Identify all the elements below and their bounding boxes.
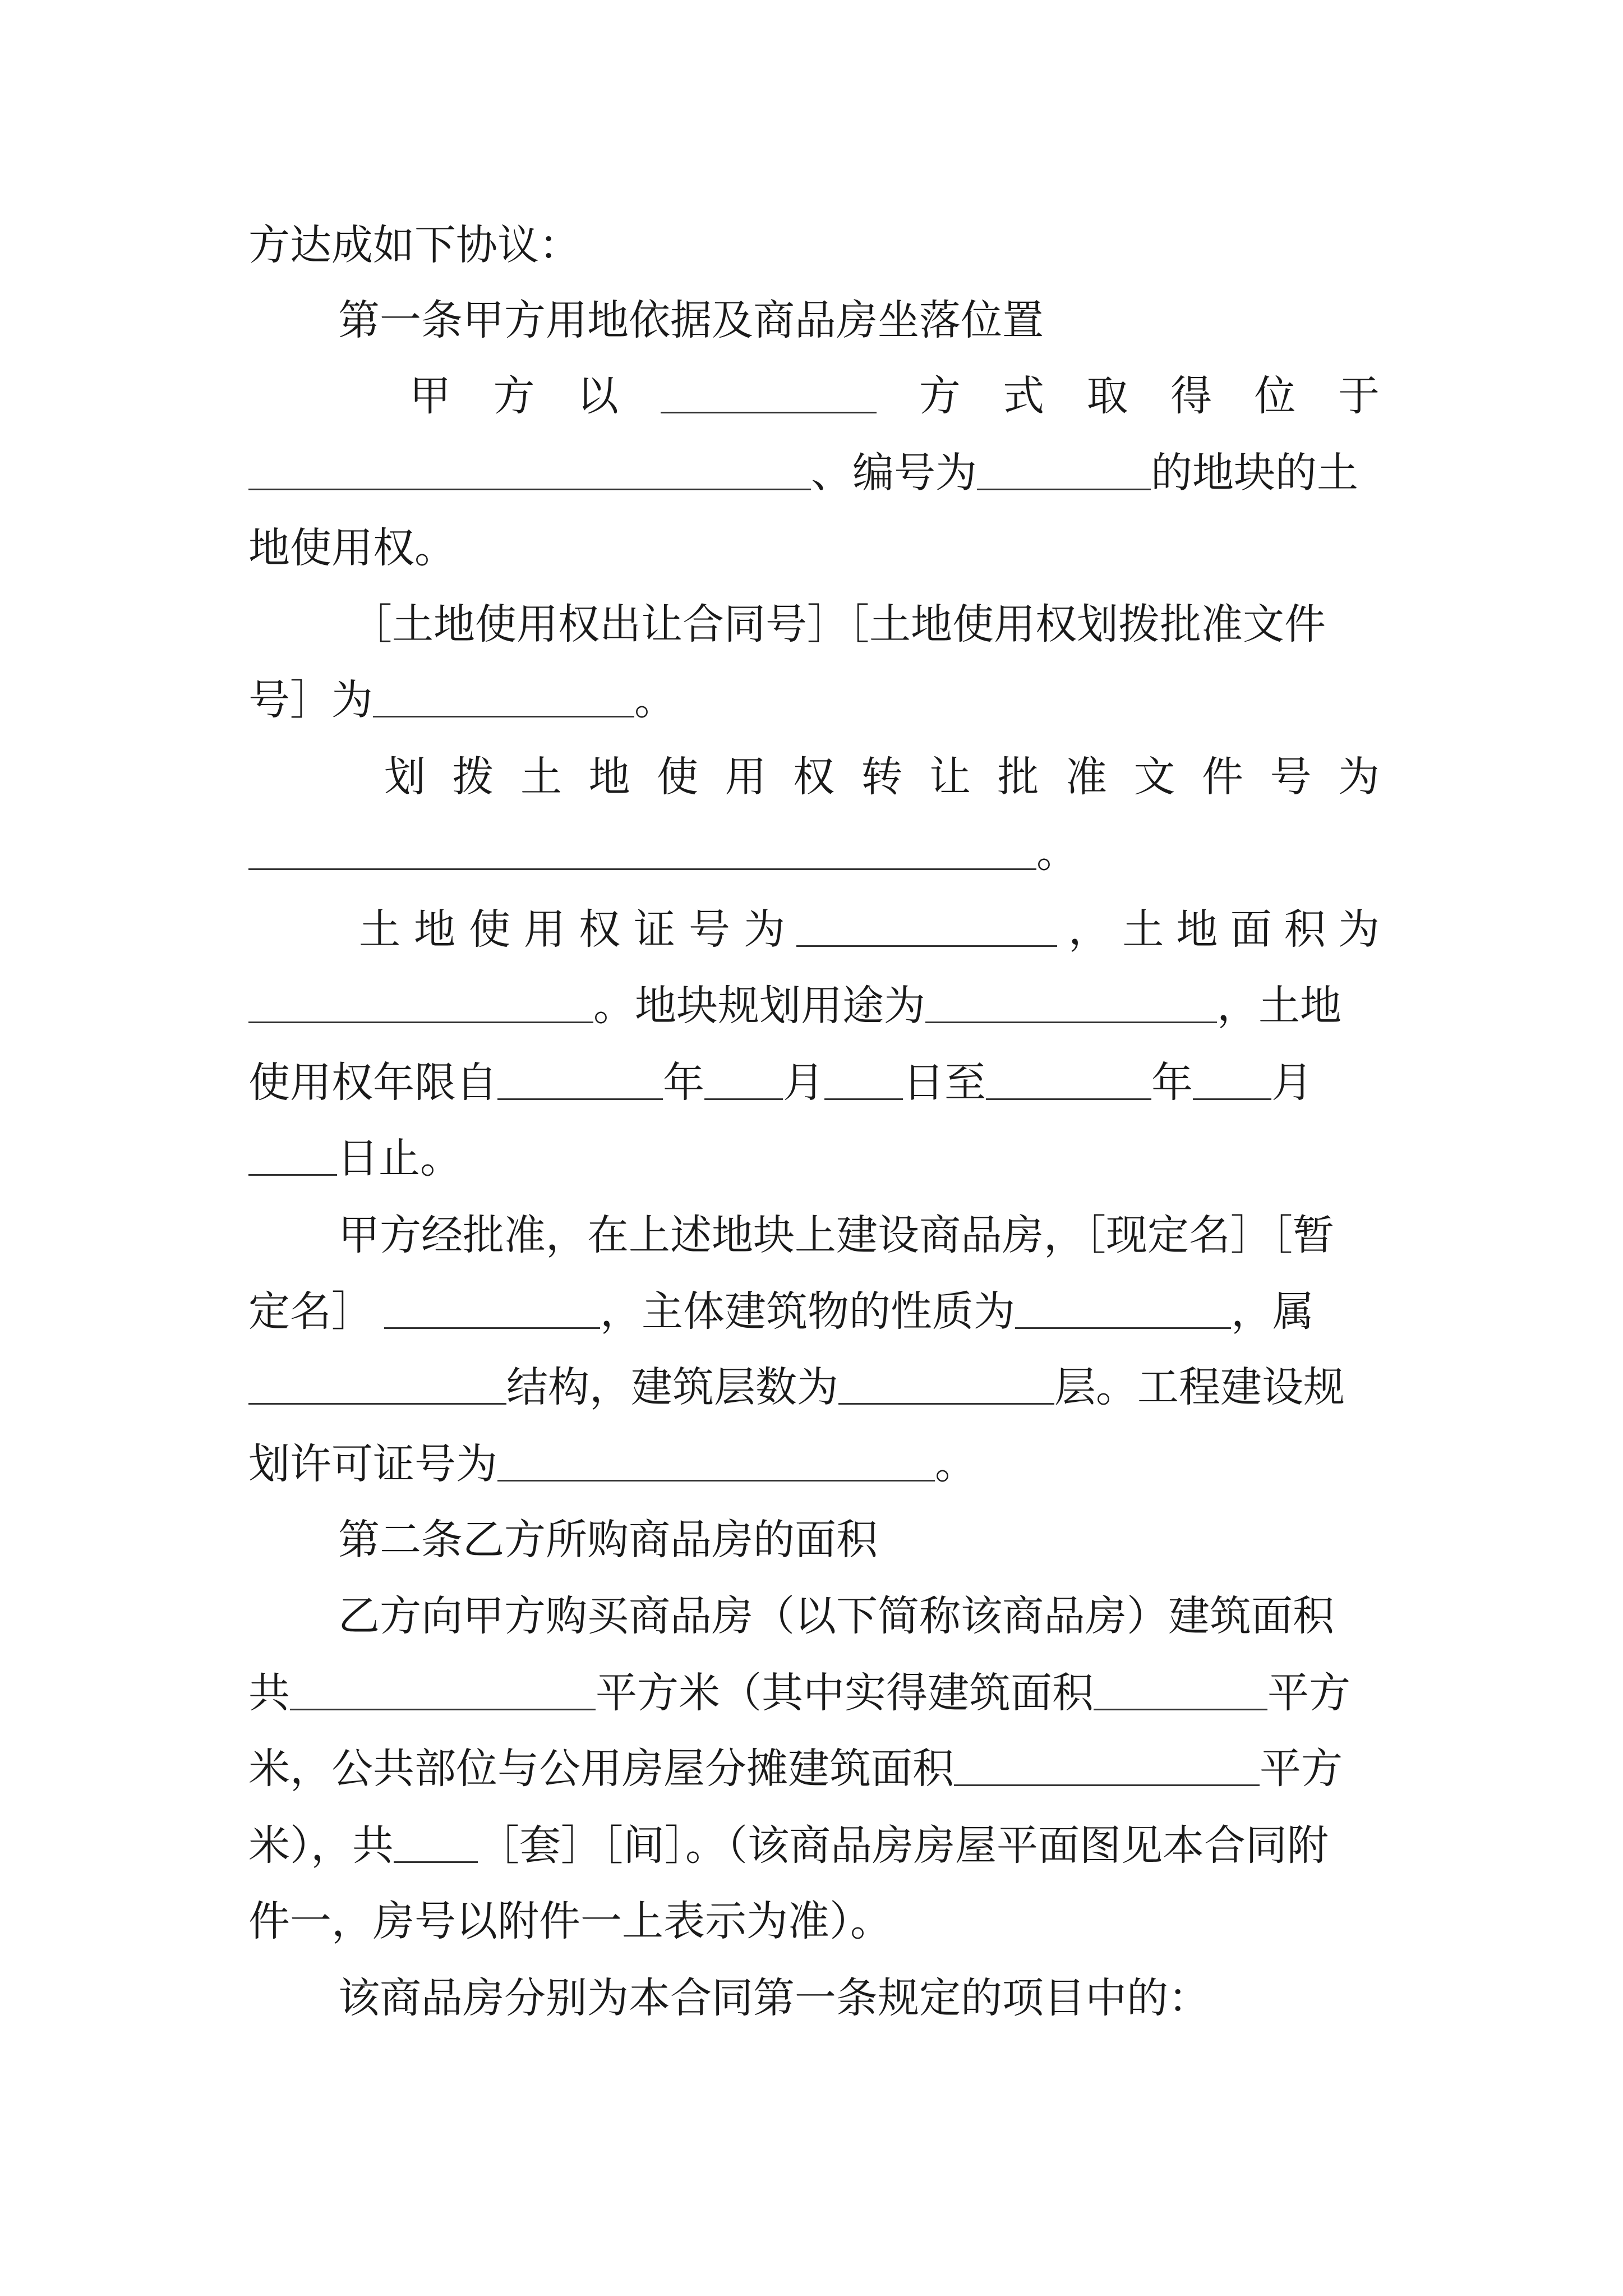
fill-blank[interactable] <box>838 1370 1054 1405</box>
paragraph-line <box>248 1436 1380 1492</box>
paragraph-line <box>248 825 1380 881</box>
fill-blank[interactable] <box>248 1142 337 1176</box>
char: 地 <box>1176 905 1218 954</box>
char: 号 <box>1270 753 1312 801</box>
fill-blank[interactable] <box>661 379 877 413</box>
char: 土 <box>359 905 400 954</box>
char: 转 <box>861 753 903 801</box>
fill-blank[interactable] <box>704 1066 783 1100</box>
text: 、编号为 <box>811 449 977 497</box>
text: 月 <box>1271 1059 1313 1107</box>
char: 文 <box>1133 753 1175 801</box>
text: 。地块规划用途为 <box>593 982 925 1030</box>
article-heading <box>338 292 1380 348</box>
char: 使 <box>469 905 510 954</box>
char: 权 <box>579 905 620 954</box>
text: 第一条甲方用地依据及商品房坐落位置 <box>338 296 1044 344</box>
fill-blank[interactable] <box>384 1295 600 1329</box>
fill-blank[interactable] <box>824 1066 903 1100</box>
fill-blank[interactable] <box>977 456 1151 490</box>
fill-blank[interactable] <box>248 1370 506 1405</box>
char: 土 <box>520 753 562 801</box>
char: 为 <box>1338 905 1380 954</box>
text: 层。工程建设规 <box>1054 1363 1345 1411</box>
fill-blank[interactable] <box>248 989 593 1023</box>
char: 号 <box>689 905 730 954</box>
char: 以 <box>577 372 619 420</box>
char: 件 <box>1202 753 1243 801</box>
paragraph-line <box>409 368 1380 424</box>
char: 批 <box>997 753 1039 801</box>
paragraph-line <box>248 1741 1380 1797</box>
text: 。 <box>1036 829 1078 877</box>
char: 式 <box>1003 372 1045 420</box>
text: 的地块的土 <box>1151 449 1358 497</box>
paragraph-line <box>248 1130 1380 1186</box>
char: 权 <box>793 753 834 801</box>
fill-blank[interactable] <box>497 1447 935 1481</box>
article-heading <box>338 1512 1380 1568</box>
char: 证 <box>634 905 675 954</box>
text: 方达成如下协议： <box>248 221 580 269</box>
text: 第二条乙方所购商品房的面积 <box>338 1516 878 1564</box>
text: 年 <box>1151 1059 1193 1107</box>
text: ，主体建筑物的性质为 <box>600 1287 1015 1336</box>
fill-blank[interactable] <box>373 683 634 717</box>
char: 为 <box>1338 753 1380 801</box>
paragraph-line <box>248 1893 1380 1949</box>
paragraph-line <box>248 1818 1380 1874</box>
paragraph-line <box>248 1055 1380 1111</box>
text: 。 <box>634 676 676 724</box>
text: ，土地 <box>1217 982 1341 1030</box>
char: ， <box>1068 905 1110 954</box>
text: 日至 <box>903 1059 986 1107</box>
paragraph-line <box>248 217 1380 273</box>
paragraph-line <box>248 520 1380 576</box>
paragraph-line <box>338 1207 1380 1263</box>
text: 使用权年限自 <box>248 1059 497 1107</box>
paragraph-line <box>338 1970 1380 2026</box>
text: 结构，建筑层数为 <box>506 1363 838 1411</box>
text: 甲方经批准，在上述地块上建设商品房，［现定名］［暂 <box>338 1211 1334 1259</box>
char: 方 <box>919 372 961 420</box>
fill-blank[interactable] <box>290 1676 596 1710</box>
char: 积 <box>1284 905 1326 954</box>
fill-blank[interactable] <box>497 1066 663 1100</box>
paragraph-line <box>248 672 1380 728</box>
paragraph-line <box>384 749 1380 805</box>
paragraph-line <box>248 1665 1380 1721</box>
char: 使 <box>657 753 698 801</box>
text: 。 <box>935 1440 976 1488</box>
text: 平方 <box>1260 1745 1343 1793</box>
char: 用 <box>524 905 565 954</box>
text: 共 <box>248 1669 290 1717</box>
paragraph-line <box>248 1283 1380 1340</box>
text: 平方 <box>1267 1669 1350 1717</box>
text: 月 <box>783 1059 824 1107</box>
char: 拨 <box>452 753 494 801</box>
text: 米），共 <box>248 1821 394 1870</box>
text: 年 <box>663 1059 704 1107</box>
paragraph-line <box>248 1359 1380 1415</box>
text: 件一，房号以附件一上表示为准）。 <box>248 1897 892 1945</box>
fill-blank[interactable] <box>1193 1066 1271 1100</box>
char: 面 <box>1230 905 1272 954</box>
fill-blank[interactable] <box>1094 1676 1267 1710</box>
text: 地使用权。 <box>248 524 456 572</box>
fill-blank[interactable] <box>986 1066 1151 1100</box>
char: 地 <box>414 905 455 954</box>
paragraph-line <box>351 596 1380 652</box>
fill-blank[interactable] <box>1015 1295 1231 1329</box>
char: 于 <box>1338 372 1380 420</box>
char: 用 <box>725 753 767 801</box>
fill-blank[interactable] <box>394 1829 478 1863</box>
fill-blank[interactable] <box>248 836 1036 870</box>
text: ［土地使用权出让合同号］［土地使用权划拨批准文件 <box>351 600 1326 648</box>
char: 甲 <box>409 372 451 420</box>
text: 米，公共部位与公用房屋分摊建筑面积 <box>248 1745 954 1793</box>
text: ［套］［间］。（该商品房房屋平面图见本合同附 <box>478 1821 1329 1870</box>
text: 该商品房分别为本合同第一条规定的项目中的： <box>338 1974 1210 2022</box>
paragraph-line <box>248 445 1380 501</box>
paragraph-line <box>338 1588 1380 1644</box>
text: 平方米（其中实得建筑面积 <box>596 1669 1094 1717</box>
paragraph-line <box>248 978 1380 1034</box>
char: 让 <box>929 753 971 801</box>
text: 日止。 <box>337 1134 462 1182</box>
text: 定名］ <box>248 1287 373 1336</box>
char: 位 <box>1254 372 1296 420</box>
text: 号］为 <box>248 676 373 724</box>
fill-blank[interactable] <box>925 989 1217 1023</box>
text-group <box>1068 901 1380 958</box>
char: 为 <box>744 905 785 954</box>
paragraph-line <box>359 901 1380 958</box>
text: 乙方向甲方购买商品房（以下简称该商品房）建筑面积 <box>338 1592 1334 1640</box>
fill-blank[interactable] <box>796 913 1057 947</box>
char: 准 <box>1066 753 1107 801</box>
char: 得 <box>1170 372 1212 420</box>
text: 划许可证号为 <box>248 1440 497 1488</box>
char: 取 <box>1086 372 1128 420</box>
text: ，属 <box>1231 1287 1314 1336</box>
fill-blank[interactable] <box>248 456 811 490</box>
char: 土 <box>1122 905 1164 954</box>
char: 方 <box>493 372 535 420</box>
char: 地 <box>588 753 630 801</box>
fill-blank[interactable] <box>954 1752 1260 1786</box>
text-group <box>359 901 785 958</box>
char: 划 <box>384 753 426 801</box>
